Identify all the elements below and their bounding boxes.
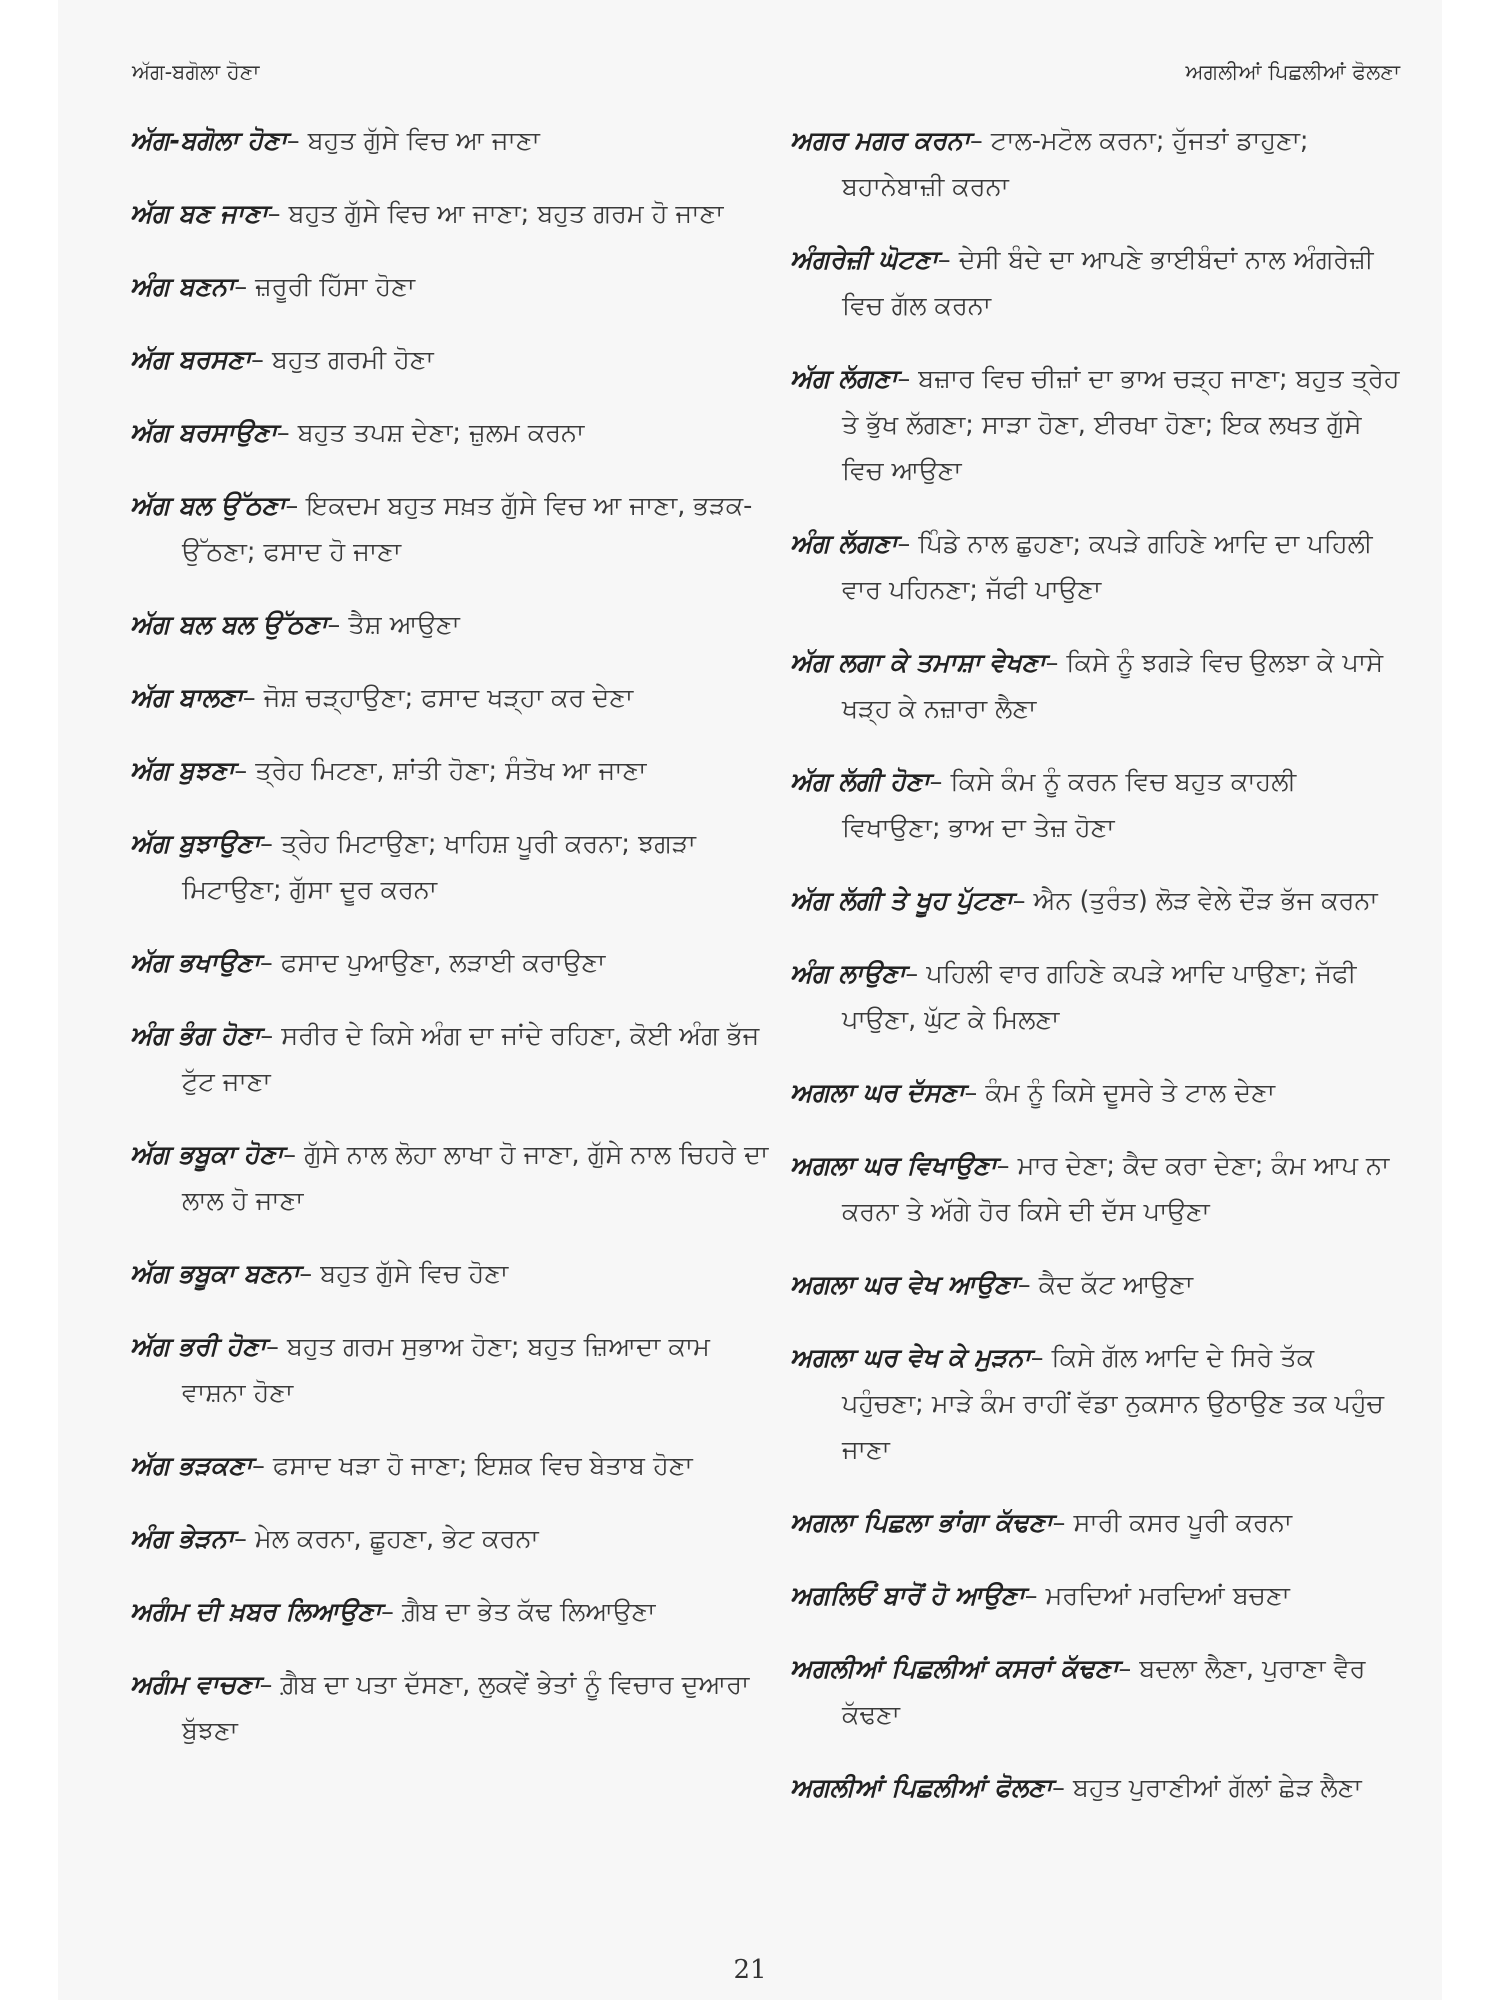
term-separator: – — [905, 959, 927, 989]
idiom-definition: ਫਸਾਦ ਪੁਆਉਣਾ, ਲੜਾਈ ਕਰਾਉਣਾ — [280, 948, 606, 978]
term-separator: – — [1012, 886, 1034, 916]
term-separator: – — [251, 345, 273, 375]
idiom-definition: ਮੇਲ ਕਰਨਾ, ਛੂਹਣਾ, ਭੇਟ ਕਰਨਾ — [254, 1524, 539, 1554]
idiom-entry — [130, 118, 770, 164]
running-header — [132, 60, 1400, 96]
idiom-term: ਅੱਗ ਭਬੂਕਾ ਹੋਣਾ — [130, 1140, 284, 1170]
idiom-definition: ਐਨ (ਤੁਰੰਤ) ਲੋੜ ਵੇਲੇ ਦੌੜ ਭੱਜ ਕਰਨਾ — [1033, 886, 1378, 916]
term-separator: – — [266, 1332, 287, 1362]
term-separator: – — [964, 1078, 986, 1108]
idiom-entry — [130, 748, 770, 794]
term-separator: – — [276, 418, 298, 448]
idiom-term: ਅੱਗ ਭਰੀ ਹੋਣਾ — [130, 1332, 267, 1362]
term-separator: – — [1052, 1773, 1073, 1803]
idiom-term: ਅਗਲਾ ਘਰ ਵਿਖਾਉਣਾ — [790, 1151, 997, 1181]
idiom-definition: ਕਿਸੇ ਗੱਲ ਆਦਿ ਦੇ ਸਿਰੇ ਤੱਕ ਪਹੁੰਚਣਾ; ਮਾੜੇ ਕੰਮ ਰਾਹੀਂ ਵੱਡਾ ਨੁਕਸਾਨ ਉਠਾਉਣ ਤਕ ਪਹੁੰਚ ਜਾਣਾ — [842, 1343, 1384, 1465]
idiom-definition: ਫਸਾਦ ਖੜਾ ਹੋ ਜਾਣਾ; ਇਸ਼ਕ ਵਿਚ ਬੇਤਾਬ ਹੋਣਾ — [272, 1451, 693, 1481]
idiom-definition: ਪਹਿਲੀ ਵਾਰ ਗਹਿਣੇ ਕਪੜੇ ਆਦਿ ਪਾਉਣਾ; ਜੱਫੀ ਪਾਉਣਾ, ਘੁੱਟ ਕੇ ਮਿਲਣਾ — [842, 959, 1357, 1035]
term-separator: – — [381, 1597, 402, 1627]
term-separator: – — [929, 767, 951, 797]
idiom-entry — [790, 1765, 1402, 1811]
idiom-definition: ਇਕਦਮ ਬਹੁਤ ਸਖ਼ਤ ਗੁੱਸੇ ਵਿਚ ਆ ਜਾਣਾ, ਭੜਕ-ਉੱਠਣਾ; ਫਸਾਦ ਹੋ ਜਾਣਾ — [182, 491, 753, 567]
idiom-definition: ਕਿਸੇ ਕੰਮ ਨੂੰ ਕਰਨ ਵਿਚ ਬਹੁਤ ਕਾਹਲੀ ਵਿਖਾਉਣਾ; ਭਾਅ ਦਾ ਤੇਜ਼ ਹੋਣਾ — [842, 767, 1297, 843]
idiom-term: ਅੱਗ ਲਗਾ ਕੇ ਤਮਾਸ਼ਾ ਵੇਖਣਾ — [790, 648, 1046, 678]
idiom-definition: ਗ਼ੈਬ ਦਾ ਭੇਤ ਕੱਢ ਲਿਆਉਣਾ — [401, 1597, 656, 1627]
idiom-term: ਅੱਗ ਲੱਗੀ ਤੇ ਖੂਹ ਪੁੱਟਣਾ — [790, 886, 1013, 916]
idiom-term: ਅਗਲਾ ਘਰ ਵੇਖ ਕੇ ਮੁੜਨਾ — [790, 1343, 1031, 1373]
idiom-entry — [790, 356, 1402, 494]
idiom-term: ਅੱਗ ਬਲ ਬਲ ਉੱਠਣਾ — [130, 610, 328, 640]
idiom-term: ਅੱਗ-ਬਗੋਲਾ ਹੋਣਾ — [130, 126, 287, 156]
idiom-entry — [790, 951, 1402, 1043]
idiom-definition: ਬਦਲਾ ਲੈਣਾ, ਪੁਰਾਣਾ ਵੈਰ ਕੱਢਣਾ — [842, 1654, 1366, 1730]
idiom-definition: ਸਰੀਰ ਦੇ ਕਿਸੇ ਅੰਗ ਦਾ ਜਾਂਦੇ ਰਹਿਣਾ, ਕੋਈ ਅੰਗ ਭੱਜ ਟੁੱਟ ਜਾਣਾ — [182, 1021, 760, 1097]
idiom-definition: ਕੰਮ ਨੂੰ ਕਿਸੇ ਦੂਸਰੇ ਤੇ ਟਾਲ ਦੇਣਾ — [985, 1078, 1275, 1108]
idiom-term: ਅੱਗ ਲੱਗੀ ਹੋਣਾ — [790, 767, 930, 797]
idiom-term: ਅੰਗ ਭੰਗ ਹੋਣਾ — [130, 1021, 261, 1051]
idiom-term: ਅੰਗ ਭੇੜਨਾ — [130, 1524, 235, 1554]
term-separator: – — [252, 1451, 273, 1481]
idiom-definition: ਬਹੁਤ ਗੁੱਸੇ ਵਿਚ ਆ ਜਾਣਾ — [307, 126, 540, 156]
idiom-definition: ਜੋਸ਼ ਚੜ੍ਹਾਉਣਾ; ਫਸਾਦ ਖੜ੍ਹਾ ਕਰ ਦੇਣਾ — [263, 683, 634, 713]
idiom-term: ਅੱਗ ਲੱਗਣਾ — [790, 364, 898, 394]
idiom-definition: ਜ਼ਰੂਰੀ ਹਿੱਸਾ ਹੋਣਾ — [255, 272, 415, 302]
idiom-entry — [130, 1013, 770, 1105]
idiom-entry — [790, 237, 1402, 329]
idiom-definition: ਬਜ਼ਾਰ ਵਿਚ ਚੀਜ਼ਾਂ ਦਾ ਭਾਅ ਚੜ੍ਹ ਜਾਣਾ; ਬਹੁਤ ਤ੍ਰੇਹ ਤੇ ਭੁੱਖ ਲੱਗਣਾ; ਸਾੜਾ ਹੋਣਾ, ਈਰਖਾ ਹੋਣਾ; ਇਕ ਲਖਤ ਗੁੱਸੇ ਵਿਚ ਆਉਣਾ — [842, 364, 1400, 486]
term-separator: – — [996, 1151, 1018, 1181]
idiom-definition: ਮਾਰ ਦੇਣਾ; ਕੈਦ ਕਰਾ ਦੇਣਾ; ਕੰਮ ਆਪ ਨਾ ਕਰਨਾ ਤੇ ਅੱਗੇ ਹੋਰ ਕਿਸੇ ਦੀ ਦੱਸ ਪਾਉਣਾ — [842, 1151, 1390, 1227]
idiom-definition: ਤ੍ਰੇਹ ਮਿਟਾਉਣਾ; ਖਾਹਿਸ਼ ਪੂਰੀ ਕਰਨਾ; ਝਗੜਾ ਮਿਟਾਉਣਾ; ਗੁੱਸਾ ਦੂਰ ਕਰਨਾ — [182, 829, 696, 905]
idiom-term: ਅਗਰ ਮਗਰ ਕਰਨਾ — [790, 126, 971, 156]
idiom-entry — [790, 521, 1402, 613]
idiom-term: ਅੱਗ ਬਾਲਣਾ — [130, 683, 243, 713]
idiom-definition: ਗ਼ੈਬ ਦਾ ਪਤਾ ਦੱਸਣਾ, ਲੁਕਵੇਂ ਭੇਤਾਂ ਨੂੰ ਵਿਚਾਰ ਦੁਆਰਾ ਬੁੱਝਣਾ — [182, 1670, 750, 1746]
idiom-entry — [790, 640, 1402, 732]
term-separator: – — [283, 1140, 305, 1170]
idiom-entry — [790, 118, 1402, 210]
term-separator: – — [937, 245, 959, 275]
term-separator: – — [242, 683, 264, 713]
idiom-definition: ਪਿੰਡੇ ਨਾਲ ਛੁਹਣਾ; ਕਪੜੇ ਗਹਿਣੇ ਆਦਿ ਦਾ ਪਹਿਲੀ ਵਾਰ ਪਹਿਨਣਾ; ਜੱਫੀ ਪਾਉਣਾ — [842, 529, 1373, 605]
idiom-definition: ਬਹੁਤ ਗਰਮ ਸੁਭਾਅ ਹੋਣਾ; ਬਹੁਤ ਜ਼ਿਆਦਾ ਕਾਮ ਵਾਸ਼ਨਾ ਹੋਣਾ — [182, 1332, 710, 1408]
header-first-entry: ਅੱਗ-ਬਗੋਲਾ ਹੋਣਾ — [132, 60, 260, 84]
idiom-term: ਅੰਗਰੇਜ਼ੀ ਘੋਟਣਾ — [790, 245, 938, 275]
idiom-entry — [790, 1573, 1402, 1619]
term-separator: – — [260, 829, 281, 859]
idiom-term: ਅਗੰਮ ਦੀ ਖ਼ਬਰ ਲਿਆਉਣਾ — [130, 1597, 382, 1627]
idiom-entry — [130, 1662, 770, 1754]
term-separator: – — [1118, 1654, 1140, 1684]
term-separator: – — [897, 529, 919, 559]
term-separator: – — [234, 272, 256, 302]
idiom-entry — [790, 878, 1402, 924]
idiom-definition: ਬਹੁਤ ਤਪਸ਼ ਦੇਣਾ; ਜ਼ੁਲਮ ਕਰਨਾ — [297, 418, 585, 448]
idiom-term: ਅੱਗ ਬਣ ਜਾਣਾ — [130, 199, 268, 229]
idiom-term: ਅੱਗ ਭੜਕਣਾ — [130, 1451, 253, 1481]
idiom-term: ਅੱਗ ਭਬੂਕਾ ਬਣਨਾ — [130, 1259, 300, 1289]
idiom-definition: ਕੈਦ ਕੱਟ ਆਉਣਾ — [1038, 1270, 1193, 1300]
term-separator: – — [897, 364, 919, 394]
idiom-entry — [130, 410, 770, 456]
idiom-entry — [130, 602, 770, 648]
idiom-entry — [130, 483, 770, 575]
idiom-definition: ਬਹੁਤ ਪੁਰਾਣੀਆਂ ਗੱਲਾਂ ਛੇੜ ਲੈਣਾ — [1072, 1773, 1362, 1803]
term-separator: – — [234, 756, 256, 786]
right-column — [790, 118, 1402, 1838]
idiom-entry — [130, 1132, 770, 1224]
idiom-term: ਅੱਗ ਬਲ ਉੱਠਣਾ — [130, 491, 286, 521]
idiom-definition: ਮਰਦਿਆਂ ਮਰਦਿਆਂ ਬਚਣਾ — [1045, 1581, 1290, 1611]
idiom-definition: ਸਾਰੀ ਕਸਰ ਪੂਰੀ ਕਰਨਾ — [1073, 1508, 1293, 1538]
term-separator: – — [234, 1524, 255, 1554]
idiom-definition: ਬਹੁਤ ਗੁੱਸੇ ਵਿਚ ਆ ਜਾਣਾ; ਬਹੁਤ ਗਰਮ ਹੋ ਜਾਣਾ — [288, 199, 724, 229]
idiom-term: ਅੰਗ ਬਣਨਾ — [130, 272, 235, 302]
term-separator: – — [260, 1021, 282, 1051]
idiom-entry — [130, 1324, 770, 1416]
idiom-entry — [790, 1070, 1402, 1116]
idiom-term: ਅੰਗ ਲੱਗਣਾ — [790, 529, 898, 559]
idiom-entry — [130, 1443, 770, 1489]
idiom-definition: ਤੈਸ਼ ਆਉਣਾ — [348, 610, 460, 640]
idiom-term: ਅਗੰਮ ਵਾਚਣਾ — [130, 1670, 260, 1700]
idiom-term: ਅੱਗ ਭਖਾਉਣਾ — [130, 948, 260, 978]
idiom-definition: ਬਹੁਤ ਗੁੱਸੇ ਵਿਚ ਹੋਣਾ — [320, 1259, 509, 1289]
term-separator: – — [1052, 1508, 1074, 1538]
idiom-term: ਅਗਲੀਆਂ ਪਿਛਲੀਆਂ ਕਸਰਾਂ ਕੱਢਣਾ — [790, 1654, 1119, 1684]
term-separator: – — [1045, 648, 1067, 678]
idiom-term: ਅਗਲਿਓਂ ਬਾਰੋਂ ਹੋ ਆਉਣਾ — [790, 1581, 1025, 1611]
idiom-definition: ਦੇਸੀ ਬੰਦੇ ਦਾ ਆਪਣੇ ਭਾਈਬੰਦਾਂ ਨਾਲ ਅੰਗਰੇਜ਼ੀ ਵਿਚ ਗੱਲ ਕਰਨਾ — [842, 245, 1374, 321]
idiom-term: ਅੰਗ ਲਾਉਣਾ — [790, 959, 906, 989]
left-column — [130, 118, 770, 1781]
idiom-entry — [130, 1589, 770, 1635]
idiom-term: ਅੱਗ ਬਰਸਾਉਣਾ — [130, 418, 277, 448]
idiom-entry — [790, 1262, 1402, 1308]
idiom-term: ਅਗਲਾ ਪਿਛਲਾ ਭਾਂਗਾ ਕੱਢਣਾ — [790, 1508, 1053, 1538]
idiom-entry — [790, 1646, 1402, 1738]
idiom-term: ਅੱਗ ਬੁਝਾਉਣਾ — [130, 829, 261, 859]
idiom-definition: ਬਹੁਤ ਗਰਮੀ ਹੋਣਾ — [272, 345, 434, 375]
term-separator: – — [286, 126, 308, 156]
term-separator: – — [285, 491, 307, 521]
term-separator: – — [970, 126, 991, 156]
idiom-term: ਅੱਗ ਬਰਸਣਾ — [130, 345, 252, 375]
page-number: 21 — [733, 1955, 767, 1985]
idiom-entry — [130, 191, 770, 237]
idiom-entry — [130, 264, 770, 310]
idiom-definition: ਗੁੱਸੇ ਨਾਲ ਲੋਹਾ ਲਾਖਾ ਹੋ ਜਾਣਾ, ਗੁੱਸੇ ਨਾਲ ਚਿਹਰੇ ਦਾ ਲਾਲ ਹੋ ਜਾਣਾ — [182, 1140, 769, 1216]
term-separator: – — [299, 1259, 321, 1289]
idiom-definition: ਤ੍ਰੇਹ ਮਿਟਣਾ, ਸ਼ਾਂਤੀ ਹੋਣਾ; ਸੰਤੋਖ ਆ ਜਾਣਾ — [255, 756, 647, 786]
idiom-entry — [790, 1500, 1402, 1546]
term-separator: – — [327, 610, 349, 640]
term-separator: – — [1030, 1343, 1052, 1373]
header-last-entry: ਅਗਲੀਆਂ ਪਿਛਲੀਆਂ ਫੋਲਣਾ — [1185, 60, 1400, 84]
idiom-entry — [130, 337, 770, 383]
idiom-entry — [790, 759, 1402, 851]
idiom-term: ਅਗਲਾ ਘਰ ਦੱਸਣਾ — [790, 1078, 965, 1108]
idiom-entry — [130, 1251, 770, 1297]
term-separator: – — [1024, 1581, 1046, 1611]
idiom-definition: ਟਾਲ-ਮਟੋਲ ਕਰਨਾ; ਹੁੱਜਤਾਂ ਡਾਹੁਣਾ; ਬਹਾਨੇਬਾਜ਼ੀ ਕਰਨਾ — [842, 126, 1309, 202]
term-separator: – — [267, 199, 289, 229]
term-separator: – — [259, 1670, 281, 1700]
idiom-entry — [130, 675, 770, 721]
term-separator: – — [1017, 1270, 1039, 1300]
idiom-entry — [130, 1516, 770, 1562]
idiom-entry — [130, 940, 770, 986]
term-separator: – — [259, 948, 281, 978]
idiom-entry — [130, 821, 770, 913]
idiom-entry — [790, 1335, 1402, 1473]
idiom-term: ਅਗਲੀਆਂ ਪਿਛਲੀਆਂ ਫੋਲਣਾ — [790, 1773, 1053, 1803]
idiom-term: ਅੱਗ ਬੁਝਣਾ — [130, 756, 235, 786]
idiom-definition: ਕਿਸੇ ਨੂੰ ਝਗੜੇ ਵਿਚ ਉਲਝਾ ਕੇ ਪਾਸੇ ਖੜ੍ਹ ਕੇ ਨਜ਼ਾਰਾ ਲੈਣਾ — [842, 648, 1384, 724]
idiom-term: ਅਗਲਾ ਘਰ ਵੇਖ ਆਉਣਾ — [790, 1270, 1018, 1300]
idiom-entry — [790, 1143, 1402, 1235]
